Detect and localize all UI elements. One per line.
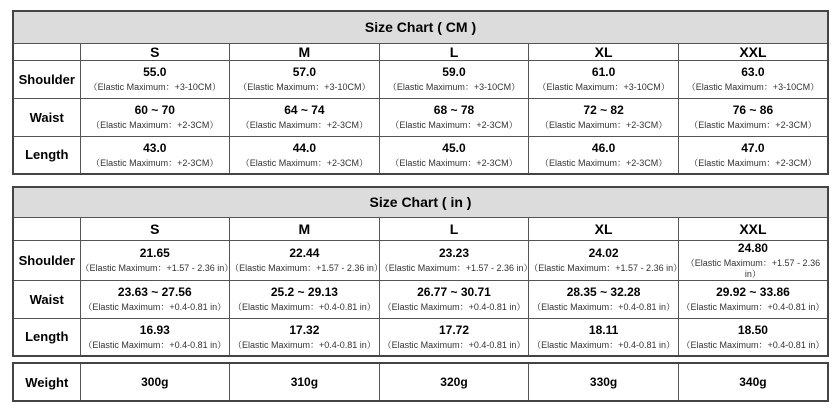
measure-cell — [80, 136, 230, 174]
measure-cell — [230, 98, 380, 136]
measure-cell — [529, 98, 679, 136]
measure-cell — [379, 318, 529, 356]
measure-value: 68 ~ 78 — [433, 103, 475, 117]
size-header-xxl: XXL — [678, 217, 828, 240]
elastic-note: （Elastic Maximum：+1.57 - 2.36 in） — [529, 263, 683, 273]
measure-value: 25.2 ~ 29.13 — [270, 285, 338, 299]
measure-cell — [678, 280, 828, 318]
elastic-note: （Elastic Maximum：+2-3CM） — [91, 120, 219, 130]
cm-table-title: Size Chart ( CM ) — [13, 11, 828, 43]
table-row — [13, 240, 828, 280]
elastic-note: （Elastic Maximum：+2-3CM） — [390, 157, 518, 168]
table-row — [13, 363, 828, 401]
measure-cell — [80, 240, 234, 280]
measure-value: 21.65 — [139, 246, 170, 260]
table-row — [13, 60, 828, 98]
weight-table — [12, 362, 829, 402]
size-header-s: S — [80, 43, 230, 60]
row-label-shoulder: Shoulder — [13, 240, 80, 280]
elastic-note: （Elastic Maximum：+2-3CM） — [689, 120, 817, 130]
weight-value-xxl: 340g — [678, 363, 828, 401]
corner-cell — [13, 43, 80, 60]
elastic-note: （Elastic Maximum：+2-3CM） — [390, 120, 518, 130]
elastic-note: （Elastic Maximum：+1.57 - 2.36 in） — [685, 257, 821, 279]
measure-value: 23.23 — [438, 246, 469, 260]
measure-cell — [80, 280, 230, 318]
row-label-length: Length — [13, 318, 80, 356]
measure-cell — [678, 60, 828, 98]
measure-value: 47.0 — [741, 140, 765, 155]
measure-value: 46.0 — [591, 140, 616, 155]
elastic-note: （Elastic Maximum：+2-3CM） — [91, 157, 219, 168]
measure-cell — [379, 136, 529, 174]
elastic-note: （Elastic Maximum：+1.57 - 2.36 in） — [230, 263, 383, 273]
size-header-s: S — [80, 217, 230, 240]
size-header-m: M — [230, 217, 380, 240]
elastic-note: （Elastic Maximum：+0.4-0.81 in） — [681, 302, 825, 312]
measure-cell — [230, 60, 380, 98]
row-label-shoulder: Shoulder — [13, 60, 80, 98]
measure-value: 18.50 — [737, 322, 768, 337]
measure-cell — [80, 318, 230, 356]
measure-value: 28.35 ~ 32.28 — [566, 285, 641, 299]
measure-value: 61.0 — [591, 65, 616, 79]
weight-value-s: 300g — [80, 363, 230, 401]
elastic-note: （Elastic Maximum：+0.4-0.81 in） — [382, 339, 526, 350]
measure-cell — [230, 240, 383, 280]
corner-cell — [13, 217, 80, 240]
measure-value: 16.93 — [139, 322, 170, 337]
row-label-waist: Waist — [13, 98, 80, 136]
elastic-note: （Elastic Maximum：+3-10CM） — [537, 82, 670, 92]
weight-value-m: 310g — [230, 363, 380, 401]
elastic-note: （Elastic Maximum：+0.4-0.81 in） — [232, 339, 376, 350]
measure-cell — [529, 280, 679, 318]
measure-value: 24.02 — [588, 246, 619, 260]
measure-value: 63.0 — [741, 65, 765, 79]
table-row — [13, 280, 828, 318]
measure-value: 57.0 — [292, 65, 317, 79]
measure-cell — [529, 318, 679, 356]
elastic-note: （Elastic Maximum：+2-3CM） — [240, 157, 369, 168]
measure-value: 76 ~ 86 — [732, 103, 774, 117]
measure-cell — [80, 98, 230, 136]
measure-cell — [230, 280, 380, 318]
elastic-note: （Elastic Maximum：+3-10CM） — [88, 82, 221, 92]
elastic-note: （Elastic Maximum：+3-10CM） — [387, 82, 521, 92]
measure-cell — [529, 60, 679, 98]
elastic-note: （Elastic Maximum：+0.4-0.81 in） — [681, 339, 825, 350]
measure-cell — [678, 240, 828, 280]
measure-value: 45.0 — [442, 140, 466, 155]
elastic-note: （Elastic Maximum：+0.4-0.81 in） — [83, 302, 227, 312]
measure-cell — [379, 240, 533, 280]
row-label-length: Length — [13, 136, 80, 174]
measure-value: 44.0 — [292, 140, 317, 155]
size-chart-cm-table — [12, 10, 829, 175]
elastic-note: （Elastic Maximum：+3-10CM） — [238, 82, 371, 92]
measure-value: 55.0 — [143, 65, 167, 79]
measure-value: 72 ~ 82 — [583, 103, 624, 117]
elastic-note: （Elastic Maximum：+2-3CM） — [240, 120, 369, 130]
measure-cell — [379, 98, 529, 136]
row-label-weight: Weight — [13, 363, 80, 401]
measure-cell — [230, 318, 380, 356]
measure-cell — [379, 280, 529, 318]
measure-cell — [678, 98, 828, 136]
table-row — [13, 136, 828, 174]
measure-cell — [80, 60, 230, 98]
size-chart-inch-table — [12, 186, 829, 357]
table-row — [13, 98, 828, 136]
elastic-note: （Elastic Maximum：+0.4-0.81 in） — [232, 302, 376, 312]
elastic-note: （Elastic Maximum：+1.57 - 2.36 in） — [80, 263, 234, 273]
table-row — [13, 318, 828, 356]
measure-cell — [379, 60, 529, 98]
elastic-note: （Elastic Maximum：+1.57 - 2.36 in） — [379, 263, 533, 273]
weight-value-xl: 330g — [529, 363, 679, 401]
measure-cell — [529, 240, 683, 280]
measure-cell — [230, 136, 380, 174]
elastic-note: （Elastic Maximum：+0.4-0.81 in） — [83, 339, 227, 350]
measure-cell — [678, 136, 828, 174]
measure-value: 17.72 — [438, 322, 469, 337]
size-header-l: L — [379, 43, 529, 60]
measure-value: 23.63 ~ 27.56 — [117, 285, 192, 299]
measure-value: 22.44 — [289, 246, 320, 260]
elastic-note: （Elastic Maximum：+2-3CM） — [539, 157, 668, 168]
elastic-note: （Elastic Maximum：+0.4-0.81 in） — [382, 302, 526, 312]
measure-value: 64 ~ 74 — [284, 103, 325, 117]
elastic-note: （Elastic Maximum：+3-10CM） — [686, 82, 820, 92]
size-header-m: M — [230, 43, 380, 60]
weight-value-l: 320g — [379, 363, 529, 401]
measure-value: 59.0 — [442, 65, 466, 79]
measure-value: 43.0 — [143, 140, 167, 155]
measure-value: 18.11 — [588, 322, 619, 337]
measure-value: 17.32 — [289, 322, 320, 337]
size-header-xl: XL — [529, 217, 679, 240]
measure-cell — [529, 136, 679, 174]
measure-value: 26.77 ~ 30.71 — [417, 285, 491, 299]
elastic-note: （Elastic Maximum：+2-3CM） — [539, 120, 668, 130]
measure-value: 24.80 — [737, 240, 768, 255]
inch-table-title: Size Chart ( in ) — [13, 187, 828, 217]
measure-cell — [678, 318, 828, 356]
measure-value: 60 ~ 70 — [134, 103, 175, 117]
size-header-l: L — [379, 217, 529, 240]
row-label-waist: Waist — [13, 280, 80, 318]
size-header-xl: XL — [529, 43, 679, 60]
measure-value: 29.92 ~ 33.86 — [716, 285, 790, 299]
elastic-note: （Elastic Maximum：+0.4-0.81 in） — [532, 302, 675, 312]
size-header-xxl: XXL — [678, 43, 828, 60]
elastic-note: （Elastic Maximum：+0.4-0.81 in） — [532, 339, 675, 350]
elastic-note: （Elastic Maximum：+2-3CM） — [689, 157, 817, 168]
